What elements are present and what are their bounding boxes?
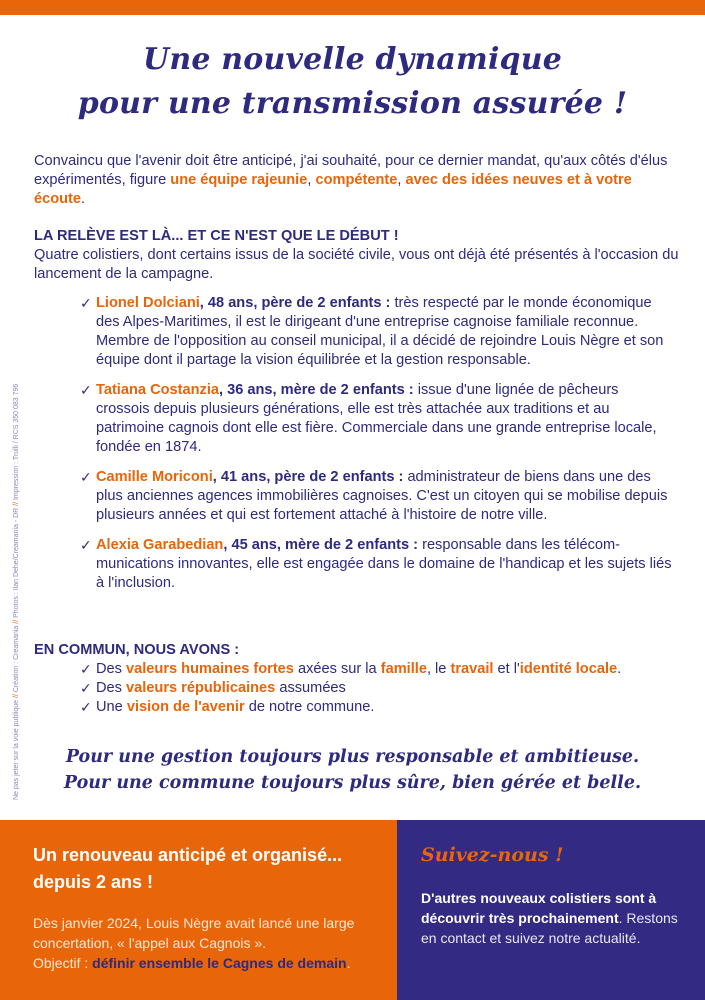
renouveau-body (33, 913, 383, 973)
legal-text: Création : Creamania (13, 623, 20, 695)
section-title-commun: EN COMMUN, NOUS AVONS : (34, 642, 240, 658)
legal-text: Photos : Ilan Dehe/Creamania - DR (13, 505, 20, 620)
legal-mentions (12, 340, 22, 800)
renouveau-title (33, 842, 383, 896)
suivez-nous-body (421, 888, 691, 948)
member-name: Tatiana Costanzia (96, 382, 219, 398)
value-highlight: valeurs républicaines (126, 680, 276, 696)
member-text: issue d'une lignée de pêcheurs crossois depuis plusieurs générations, elle est très attachée aux traditions et au patrimoine cagnois dont elle est fière. Commerciale dans une grande entreprise locale, fondée en 1874. (96, 382, 657, 455)
intro-highlight: avec des idées neuves et à votre écoute (34, 172, 632, 207)
check-icon: ✓ (80, 295, 92, 311)
headline-line-1: Une nouvelle dynamique (142, 42, 563, 77)
suivez-nous-bold: D'autres nouveaux colistiers sont à découvrir très prochainement (421, 890, 657, 926)
value-text: Une (96, 699, 127, 715)
value-highlight: identité locale (519, 661, 618, 677)
intro-end: . (81, 191, 86, 207)
member-text: administrateur de biens dans une des plus anciennes agences immobilières cagnoises. C'est un citoyen qui se mobilise depuis plusieurs années et qui est fortement attaché à l'histoire de notre ville. (96, 469, 668, 523)
slogan (0, 744, 705, 796)
member-item (80, 468, 672, 525)
renouveau-title-line-1: Un renouveau anticipé et organisé... (33, 845, 343, 865)
intro-text: Convaincu que l'avenir doit être anticipé, j'ai souhaité, pour ce dernier mandat, qu'aux côtés d'élus expérimentés, figure (34, 153, 668, 188)
suivez-nous-title: Suivez-nous ! (421, 844, 564, 866)
member-details: , 41 ans, père de 2 enfants : (212, 469, 404, 485)
objective-label: Objectif : (33, 955, 93, 971)
value-highlight: travail (450, 661, 494, 677)
value-text: Des (96, 680, 127, 696)
renouveau-panel (0, 820, 397, 1000)
intro-highlight: compétente (315, 172, 398, 188)
legal-separator: // (13, 619, 20, 624)
common-value-item (80, 660, 680, 679)
intro-separator: , (397, 172, 406, 188)
value-highlight: valeurs humaines fortes (126, 661, 294, 677)
top-orange-bar (0, 0, 705, 15)
member-name: Alexia Garabedian (96, 537, 224, 553)
section-releve-body: Quatre colistiers, dont certains issus de la société civile, vous ont déjà été présentés à l'occasion du lancement de la campagne. (34, 247, 679, 282)
member-item (80, 536, 672, 593)
legal-text: Ne pas jeter sur la voie publique (13, 698, 20, 800)
intro-separator: , (307, 172, 316, 188)
slogan-line-1: Pour une gestion toujours plus responsable et ambitieuse. (65, 747, 640, 767)
objective-text: définir ensemble le Cagnes de demain (92, 955, 347, 971)
value-text: . (617, 661, 622, 677)
suivez-nous-dot: . (618, 910, 623, 926)
renouveau-text: Dès janvier 2024, Louis Nègre avait lancé une large concertation, « l'appel aux Cagnois ». (33, 915, 355, 951)
intro-highlight: une équipe rajeunie (170, 172, 308, 188)
objective-end: . (346, 955, 351, 971)
member-details: , 36 ans, mère de 2 enfants : (219, 382, 414, 398)
value-text: Des (96, 661, 127, 677)
member-details: , 48 ans, père de 2 enfants : (199, 295, 391, 311)
suivez-nous-text: Restons en contact et suivez notre actualité. (421, 910, 678, 946)
value-text: assumées (275, 680, 346, 696)
member-item (80, 381, 672, 457)
check-icon: ✓ (80, 382, 92, 398)
check-icon: ✓ (80, 661, 92, 677)
suivez-nous-panel (397, 820, 705, 1000)
headline-line-2: pour une transmission assurée ! (77, 86, 628, 121)
headline (0, 38, 705, 126)
value-highlight: vision de l'avenir (126, 699, 245, 715)
common-value-item (80, 698, 680, 717)
member-text: responsable dans les télécom-munications innovantes, elle est engagée dans le domaine de l'handicap et les sujets liés à l'inclusion. (96, 537, 672, 591)
value-highlight: famille (380, 661, 427, 677)
common-values-list (80, 660, 680, 717)
intro-paragraph (34, 152, 674, 209)
member-name: Camille Moriconi (96, 469, 213, 485)
common-value-item (80, 679, 680, 698)
check-icon: ✓ (80, 680, 92, 696)
member-text: très respecté par le monde économique des Alpes-Maritimes, il est le dirigeant d'une entreprise cagnoise familiale reconnue. Membre de l'opposition au conseil municipal, il a décidé de rejoindre Louis Nègre et son équipe dont il partage la vision équilibrée et la gestion responsable. (96, 295, 664, 368)
member-list (80, 294, 672, 604)
check-icon: ✓ (80, 469, 92, 485)
value-text: et l' (493, 661, 520, 677)
check-icon: ✓ (80, 699, 92, 715)
member-details: , 45 ans, mère de 2 enfants : (223, 537, 419, 553)
value-text: de notre commune. (244, 699, 375, 715)
legal-text: Impression : Trulli / RCS 350 083 796 (13, 383, 20, 502)
member-name: Lionel Dolciani (96, 295, 200, 311)
value-text: , le (426, 661, 451, 677)
renouveau-title-line-2: depuis 2 ans ! (33, 872, 154, 892)
value-text: axées sur la (293, 661, 381, 677)
legal-separator: // (13, 694, 20, 699)
check-icon: ✓ (80, 537, 92, 553)
section-title-releve: LA RELÈVE EST LÀ... ET CE N'EST QUE LE DÉBUT ! (34, 228, 399, 244)
legal-separator: // (13, 501, 20, 506)
slogan-line-2: Pour une commune toujours plus sûre, bien gérée et belle. (63, 773, 642, 793)
member-item (80, 294, 672, 370)
